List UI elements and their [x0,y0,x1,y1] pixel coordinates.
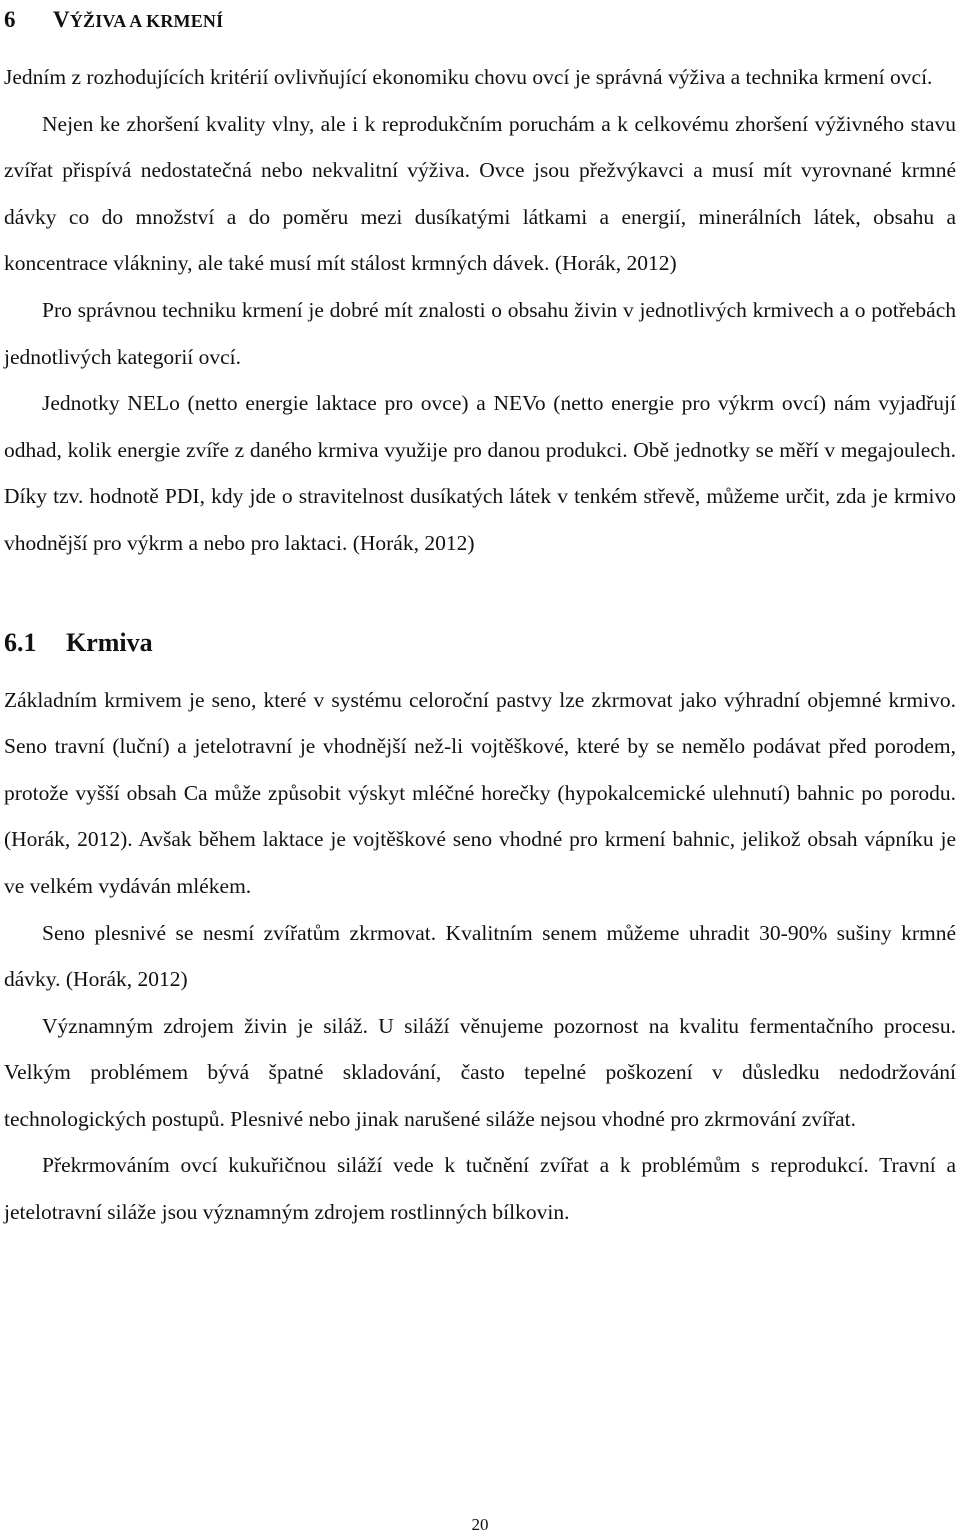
paragraph-intro-2: Nejen ke zhoršení kvality vlny, ale i k reprodukčním poruchám a k celkovému zhoršení výživného stavu zvířat přispívá nedostatečná nebo nekvalitní výživa. Ovce jsou přežvýkavci a musí mít vyrovnané krmné dávky co do množství a do poměru mezi dusíkatými látkami a energií, minerálních látek, obsahu a koncentrace vlákniny, ale také musí mít stálost krmných dávek. (Horák, 2012) [4,111,956,276]
document-page [4,0,956,1236]
section-heading [4,609,956,677]
paragraph-section-1: Základním krmivem je seno, které v systému celoroční pastvy lze zkrmovat jako výhradní objemné krmivo. Seno travní (luční) a jetelotravní je vhodnější než-li vojtěškové, které by se nemělo podávat před porodem, protože vyšší obsah Ca může způsobit výskyt mléčné horečky (hypokalcemické ulehnutí) bahnic po porodu. (Horák, 2012). Avšak během laktace je vojtěškové seno vhodné pro krmení bahnic, jelikož obsah vápníku je ve velkém vydáván mlékem. [4,687,956,898]
chapter-number: 6 [4,7,16,32]
paragraph-intro-1: Jedním z rozhodujících kritérií ovlivňující ekonomiku chovu ovcí je správná výživa a technika krmení ovcí. [4,65,933,89]
chapter-title-initial: V [53,7,70,32]
paragraph-intro-3: Pro správnou techniku krmení je dobré mít znalosti o obsahu živin v jednotlivých krmivech a o potřebách jednotlivých kategorií ovcí. [4,297,956,369]
chapter-body [4,54,956,567]
section-body [4,677,956,1236]
paragraph-section-4: Překrmováním ovcí kukuřičnou siláží vede k tučnění zvířat a k problémům s reprodukcí. Travní a jetelotravní siláže jsou významným zdrojem rostlinných bílkovin. [4,1153,956,1225]
chapter-title: ÝŽIVA A KRMENÍ [69,11,224,31]
paragraph-section-2: Seno plesnivé se nesmí zvířatům zkrmovat. Kvalitním senem můžeme uhradit 30-90% sušiny krmné dávky. (Horák, 2012) [4,920,956,992]
paragraph-section-3: Významným zdrojem živin je siláž. U siláží věnujeme pozornost na kvalitu fermentačního procesu. Velkým problémem bývá špatné skladování, často tepelné poškození v důsledku nedodržování technologických postupů. Plesnivé nebo jinak narušené siláže nejsou vhodné pro zkrmování zvířat. [4,1013,956,1131]
paragraph-intro-4: Jednotky NELo (netto energie laktace pro ovce) a NEVo (netto energie pro výkrm ovcí) nám vyjadřují odhad, kolik energie zvíře z daného krmiva využije pro danou produkci. Obě jednotky se měří v megajoulech. Díky tzv. hodnotě PDI, kdy jde o stravitelnost dusíkatých látek v tenkém střevě, můžeme určit, zda je krmivo vhodnější pro výkrm a nebo pro laktaci. (Horák, 2012) [4,391,956,555]
chapter-heading [4,0,956,38]
page-number: 20 [471,1515,489,1534]
section-title: Krmiva [66,627,153,657]
section-number: 6.1 [4,627,37,657]
